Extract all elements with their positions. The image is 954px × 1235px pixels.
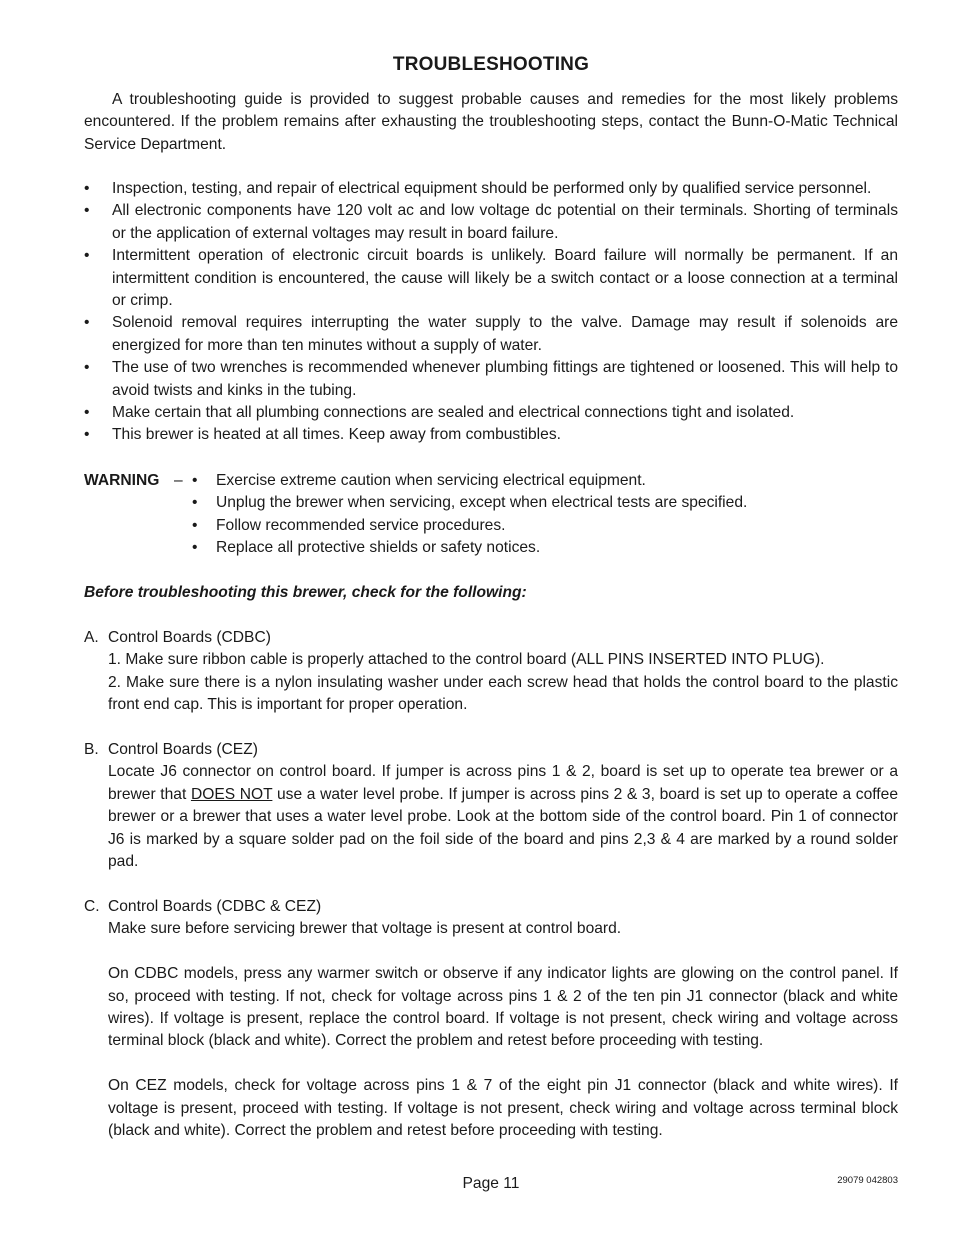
- list-item-text: Inspection, testing, and repair of electrical equipment should be performed only by qualified service personnel.: [112, 180, 872, 197]
- warning-dash: –: [174, 472, 183, 489]
- warning-item-text: Exercise extreme caution when servicing electrical equipment.: [216, 472, 646, 489]
- bullet-icon: •: [84, 247, 90, 265]
- list-item-text: All electronic components have 120 volt ac and low voltage dc potential on their terminals. Shorting of terminals or the application of external voltages may result in board failure.: [112, 202, 898, 242]
- section-title: Control Boards (CEZ): [108, 741, 258, 758]
- warning-item: [192, 515, 892, 537]
- section-c: [84, 896, 898, 1142]
- page-number: Page 11: [462, 1175, 520, 1192]
- warning-label: WARNING: [84, 472, 160, 489]
- bullet-icon: •: [192, 472, 198, 489]
- bullet-icon: •: [84, 202, 90, 220]
- list-item: [84, 178, 898, 200]
- list-item-text: Make certain that all plumbing connections are sealed and electrical connections tight and isolated.: [112, 404, 795, 422]
- list-item: [84, 312, 898, 357]
- section-a: [84, 627, 898, 717]
- section-paragraph: Locate J6 connector on control board. If jumper is across pins 1 & 2, board is set up to operate tea brewer or a brewer that DOES NOT use a water level probe. If jumper is across pins 2 & 3, board is set up to operate a coffee brewer or a brewer that uses a water level probe. Look at the bottom side of the control board. Pin 1 of connector J6 is marked by a square solder pad on the foil side of the board and pins 2,3 & 4 are marked by a round solder pad.: [108, 763, 898, 871]
- section-paragraph: On CDBC models, press any warmer switch or observe if any indicator lights are glowing on the control panel. If so, proceed with testing. If not, check for voltage across pins 1 & 2 of the ten pin J1 connector (black and white wires). If voltage is present, replace the control board. If voltage is not present, check wiring and voltage across terminal block (black and white). Correct the problem and retest before proceeding with testing.: [108, 965, 898, 1050]
- intro-paragraph: A troubleshooting guide is provided to suggest probable causes and remedies for the most likely problems encountered. If the problem remains after exhausting the troubleshooting steps, contact the Bunn-O-Matic Technical Service Department.: [84, 91, 898, 153]
- section-paragraph: 1. Make sure ribbon cable is properly attached to the control board (ALL PINS INSERTED INTO PLUG).: [108, 651, 825, 669]
- warning-item-text: Unplug the brewer when servicing, except when electrical tests are specified.: [216, 494, 748, 512]
- check-heading: Before troubleshooting this brewer, check for the following:: [84, 584, 527, 601]
- section-letter: B.: [84, 741, 99, 758]
- bullet-icon: •: [84, 426, 90, 444]
- section-b: [84, 739, 898, 873]
- bullet-icon: •: [192, 494, 198, 512]
- list-item-text: Solenoid removal requires interrupting the water supply to the valve. Damage may result if solenoids are energized for more than ten minutes without a supply of water.: [112, 314, 898, 354]
- section-heading: [84, 896, 898, 918]
- warning-item: [192, 492, 892, 514]
- warning-item: [192, 537, 892, 559]
- section-heading: [84, 627, 898, 649]
- section-body: [84, 761, 898, 873]
- warning-item: [192, 470, 892, 492]
- section-letter: A.: [84, 629, 99, 646]
- page-title: TROUBLESHOOTING: [392, 54, 590, 75]
- warning-item-text: Replace all protective shields or safety notices.: [216, 539, 541, 557]
- list-item: [84, 357, 898, 402]
- emphasis-underline: DOES NOT: [190, 785, 273, 803]
- list-item: [84, 402, 898, 424]
- bullet-icon: •: [84, 180, 90, 197]
- section-letter: C.: [84, 898, 100, 915]
- list-item-text: The use of two wrenches is recommended whenever plumbing fittings are tightened or loosened. This will help to avoid twists and kinks in the tubing.: [112, 359, 898, 399]
- list-item-text: This brewer is heated at all times. Keep away from combustibles.: [112, 426, 561, 444]
- section-body: [84, 649, 898, 716]
- document-number: 29079 042803: [837, 1175, 898, 1186]
- section-body: [84, 918, 898, 1142]
- list-item-text: Intermittent operation of electronic circuit boards is unlikely. Board failure will normally be permanent. If an intermittent condition is encountered, the cause will likely be a switch contact or a loose connection at a terminal or crimp.: [112, 247, 898, 310]
- list-item: [84, 200, 898, 245]
- bullet-icon: •: [192, 539, 198, 557]
- bullet-icon: •: [84, 404, 90, 422]
- precautions-list: [84, 178, 898, 447]
- bullet-icon: •: [84, 359, 90, 377]
- section-title: Control Boards (CDBC): [108, 629, 271, 646]
- bullet-icon: •: [84, 314, 90, 332]
- warning-list: [192, 470, 892, 560]
- section-heading: [84, 739, 898, 761]
- warning-item-text: Follow recommended service procedures.: [216, 516, 506, 534]
- section-paragraph: On CEZ models, check for voltage across pins 1 & 7 of the eight pin J1 connector (black and white wires). If voltage is present, proceed with testing. If voltage is not present, check wiring and voltage across terminal block (black and white). Correct the problem and retest before proceeding with testing.: [108, 1077, 898, 1140]
- section-title: Control Boards (CDBC & CEZ): [108, 898, 322, 915]
- bullet-icon: •: [192, 516, 198, 534]
- section-paragraph: Make sure before servicing brewer that voltage is present at control board.: [108, 920, 622, 938]
- list-item: [84, 245, 898, 312]
- list-item: [84, 424, 898, 446]
- section-paragraph: 2. Make sure there is a nylon insulating washer under each screw head that holds the control board to the plastic front end cap. This is important for proper operation.: [108, 673, 898, 714]
